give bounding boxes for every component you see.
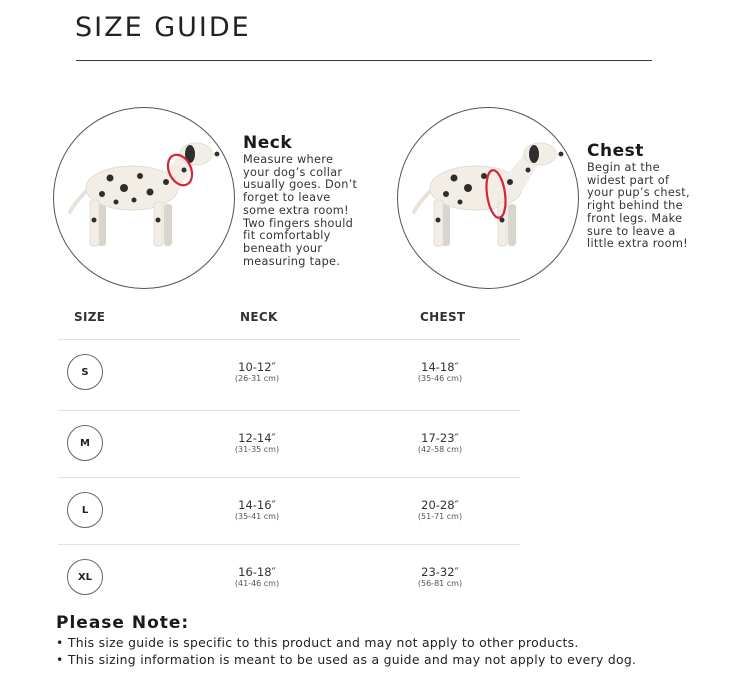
list-item: • This sizing information is meant to be used as a guide and may not apply to every dog. <box>56 652 637 667</box>
dalmatian-neck-measure-icon <box>54 108 234 288</box>
size-badge: XL <box>67 559 103 595</box>
table-row <box>58 477 520 545</box>
note-list <box>56 634 636 668</box>
neck-instructions: Measure where your dog’s collar usually goes. Don’t forget to leave some extra room! Two fingers should fit comfortably beneath your measuring tape. <box>243 153 358 268</box>
neck-value: 10-12″ (26-31 cm) <box>234 360 280 383</box>
list-item: • This size guide is specific to this product and may not apply to other products. <box>56 635 579 650</box>
neck-heading: Neck <box>243 133 293 153</box>
neck-illustration-circle <box>53 107 235 289</box>
table-row <box>58 544 520 612</box>
size-badge: S <box>67 354 103 390</box>
column-header-chest: CHEST <box>420 310 466 324</box>
chest-value: 14-18″ (35-46 cm) <box>417 360 463 383</box>
page-title: SIZE GUIDE <box>75 12 251 43</box>
note-heading: Please Note: <box>56 613 190 633</box>
chest-illustration-circle <box>397 107 579 289</box>
title-divider <box>76 60 652 61</box>
neck-value: 16-18″ (41-46 cm) <box>234 565 280 588</box>
column-header-size: SIZE <box>74 310 106 324</box>
chest-instructions: Begin at the widest part of your pup’s chest, right behind the front legs. Make sure to leave a little extra room! <box>587 161 690 251</box>
chest-heading: Chest <box>587 141 644 161</box>
chest-value: 20-28″ (51-71 cm) <box>417 498 463 521</box>
size-badge: L <box>67 492 103 528</box>
dalmatian-chest-measure-icon <box>398 108 578 288</box>
neck-value: 12-14″ (31-35 cm) <box>234 431 280 454</box>
column-header-neck: NECK <box>240 310 278 324</box>
chest-value: 17-23″ (42-58 cm) <box>417 431 463 454</box>
chest-value: 23-32″ (56-81 cm) <box>417 565 463 588</box>
table-row <box>58 410 520 478</box>
table-row <box>58 339 520 407</box>
size-badge: M <box>67 425 103 461</box>
neck-value: 14-16″ (35-41 cm) <box>234 498 280 521</box>
